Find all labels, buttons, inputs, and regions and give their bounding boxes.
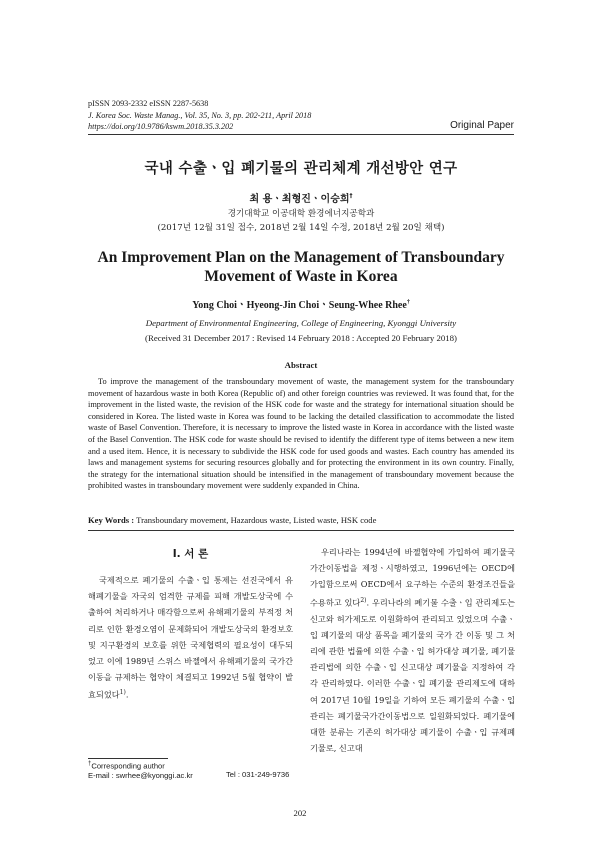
corresponding-author-footnote: †Corresponding author E-mail : swrhee@kyonggi.ac.kr Tel : 031-249-9736	[88, 760, 298, 781]
abstract-text: To improve the management of the transboundary movement of waste, the management system for the transboundary movement of hazardous waste in both Korea (Republic of) and other foreign countries was reviewed. It was found that, for the improvement in the listed waste, the revision of the HSK code for waste and the strategy for international situation should be considered in Korea. The listed waste in Korea was found to be lacking the detailed classification to accommodate the listed waste of Basel Convention. Therefore, it is necessary to improve the listed waste in Korea in accordance with the listed waste of the Basel Convention. The HSK code for waste should be revised to identify the different type of items between a new item and a used item. Hence, it is necessary to subdivide the HSK code for used goods and wastes. Each country has amended its laws and management systems for securing resources globally and for protecting the environment in its own country. Finally, the strategy for the international situation should be intensified in the management of transboundary movement because the prohibited wastes in transboundary movement were suddenly expanded in China.	[88, 377, 514, 491]
intro-paragraph-1: 국제적으로 폐기물의 수출ㆍ입 통제는 선진국에서 유해폐기물을 자국의 엄격한 규제를 피해 개발도상국에 수출하여 처리하거나 매각함으로써 유해폐기물의 부적정 처리로 인한 환경오염이 문제화되어 개발도상국의 환경보호 및 지구환경의 보호를 위한 국제협력의 필요성이 대두되었고 이에 1989년 스위스 바젤에서 유해폐기물의 국가간 이동을 규제하는 협약이 체결되고 1992년 5월 협약이 발효되었다$^{1)}$.	[88, 575, 293, 701]
intro-paragraph-2: 우리나라는 1994년에 바젤협약에 가입하여 폐기물국가간이동법을 제정ㆍ시행하였고, 1996년에는 OECD에 가입함으로써 OECD에서 요구하는 수준의 환경조건들을 수용하고 있다$^{2)}$. 우리나라의 폐기물 수출ㆍ입 관리제도는 신고와 허가제도로 이원화하여 관리되고 있었으며 수출ㆍ입 폐기물의 대상 품목을 폐기물의 국가 간 이동 및 그 처리에 관한 법률에 의한 수출ㆍ입 허가대상 폐기물, 폐기물관리법에 의한 수출ㆍ입 신고대상 폐기물을 지정하여 각각 관리하였다. 이러한 수출ㆍ입 폐기물 관리제도에 대하여 2017년 10월 19일을 기하여 모든 폐기물의 수출ㆍ입 관리는 폐기물국가간이동법으로 일원화되었다. 폐기물에 대한 분류는 기존의 허가대상 폐기물이 수출ㆍ입 규제폐기물로, 신고대	[310, 547, 516, 754]
english-affiliation: Department of Environmental Engineering, College of Engineering, Kyonggi University	[145, 318, 457, 328]
keywords-label: Key Words :	[88, 515, 135, 525]
journal-header	[88, 98, 311, 133]
page-number: 202	[293, 808, 307, 818]
keywords-text: Transboundary movement, Hazardous waste, Listed waste, HSK code	[136, 515, 377, 525]
korean-dates: (2017년 12월 31일 접수, 2018년 2월 14일 수정, 2018년 2월 20일 채택)	[157, 223, 445, 233]
english-title: An Improvement Plan on the Management of Transboundary Movement of Waste in Korea	[97, 249, 505, 285]
abstract-heading: Abstract	[284, 360, 318, 370]
journal-citation: J. Korea Soc. Waste Manag., Vol. 35, No. 3, pp. 202-211, April 2018	[88, 110, 312, 120]
issn: pISSN 2093-2332 eISSN 2287-5638	[88, 99, 209, 108]
author-email[interactable]: E-mail : swrhee@kyonggi.ac.kr	[88, 771, 193, 781]
korean-authors: 최 용ㆍ최형진ㆍ이승희†	[249, 192, 353, 205]
author-phone: Tel : 031-249-9736	[226, 769, 290, 779]
keywords-rule	[88, 530, 514, 531]
section-heading-introduction: I. 서 론	[172, 548, 209, 560]
korean-title: 국내 수출ㆍ입 폐기물의 관리체계 개선방안 연구	[144, 161, 458, 177]
doi-link[interactable]: https://doi.org/10.9786/kswm.2018.35.3.202	[88, 122, 234, 131]
header-rule	[88, 134, 514, 135]
english-dates: (Received 31 December 2017 : Revised 14 February 2018 : Accepted 20 February 2018)	[145, 333, 457, 343]
korean-affiliation: 경기대학교 이공대학 환경에너지공학과	[227, 209, 375, 219]
article-type: Original Paper	[450, 120, 514, 131]
english-authors: Yong ChoiㆍHyeong-Jin ChoiㆍSeung-Whee Rhee†	[192, 299, 410, 311]
footnote-rule	[88, 758, 168, 759]
keywords	[88, 515, 376, 525]
